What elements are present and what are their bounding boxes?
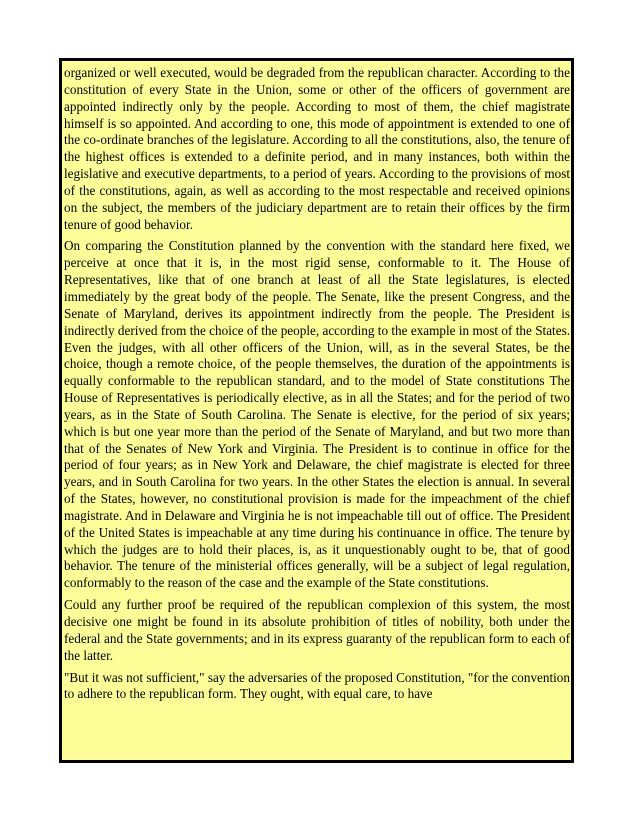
paragraph-2: On comparing the Constitution planned by the convention with the standard here fixed, we perceive at once that it is, in the most rigid sense, conformable to it. The House of Representatives, like that of one branch at least of all the State legislatures, is elected immediately by the great body of the people. The Senate, like the present Congress, and the Senate of Maryland, derives its appointment indirectly from the people. The President is indirectly derived from the choice of the people, according to the example in most of the States. Even the judges, with all other officers of the Union, will, as in the several States, be the choice, though a remote choice, of the people themselves, the duration of the appointments is equally conformable to the republican standard, and to the model of State constitutions The House of Representatives is periodically elective, as in all the States; and for the period of two years, as in the State of South Carolina. The Senate is elective, for the period of six years; which is but one year more than the period of the Senate of Maryland, and but two more than that of the Senates of New York and Virginia. The President is to continue in office for the period of four years; as in New York and Delaware, the chief magistrate is elected for three years, and in South Carolina for two years. In the other States the election is annual. In several of the States, however, no constitutional provision is made for the impeachment of the chief magistrate. And in Delaware and Virginia he is not impeachable till out of office. The President of the United States is impeachable at any time during his continuance in office. The tenure by which the judges are to hold their places, is, as it unquestionably ought to be, that of good behavior. The tenure of the ministerial offices generally, will be a subject of legal regulation, conformably to the reason of the case and the example of the State constitutions. <box>64 238 570 591</box>
document-page <box>59 58 574 763</box>
paragraph-1: organized or well executed, would be degraded from the republican character. According to the constitution of every State in the Union, some or other of the officers of government are appointed indirectly only by the people. According to most of them, the chief magistrate himself is so appointed. And according to one, this mode of appointment is extended to one of the co-ordinate branches of the legislature. According to all the constitutions, also, the tenure of the highest offices is extended to a definite period, and in many instances, both within the legislative and executive departments, to a period of years. According to the provisions of most of the constitutions, again, as well as according to the most respectable and received opinions on the subject, the members of the judiciary department are to retain their offices by the firm tenure of good behavior. <box>64 65 570 232</box>
paragraph-4: "But it was not sufficient," say the adversaries of the proposed Constitution, "for the convention to adhere to the republican form. They ought, with equal care, to have <box>64 669 570 702</box>
paragraph-3: Could any further proof be required of the republican complexion of this system, the most decisive one might be found in its absolute prohibition of titles of nobility, both under the federal and the State governments; and in its express guaranty of the republican form to each of the latter. <box>64 597 570 663</box>
